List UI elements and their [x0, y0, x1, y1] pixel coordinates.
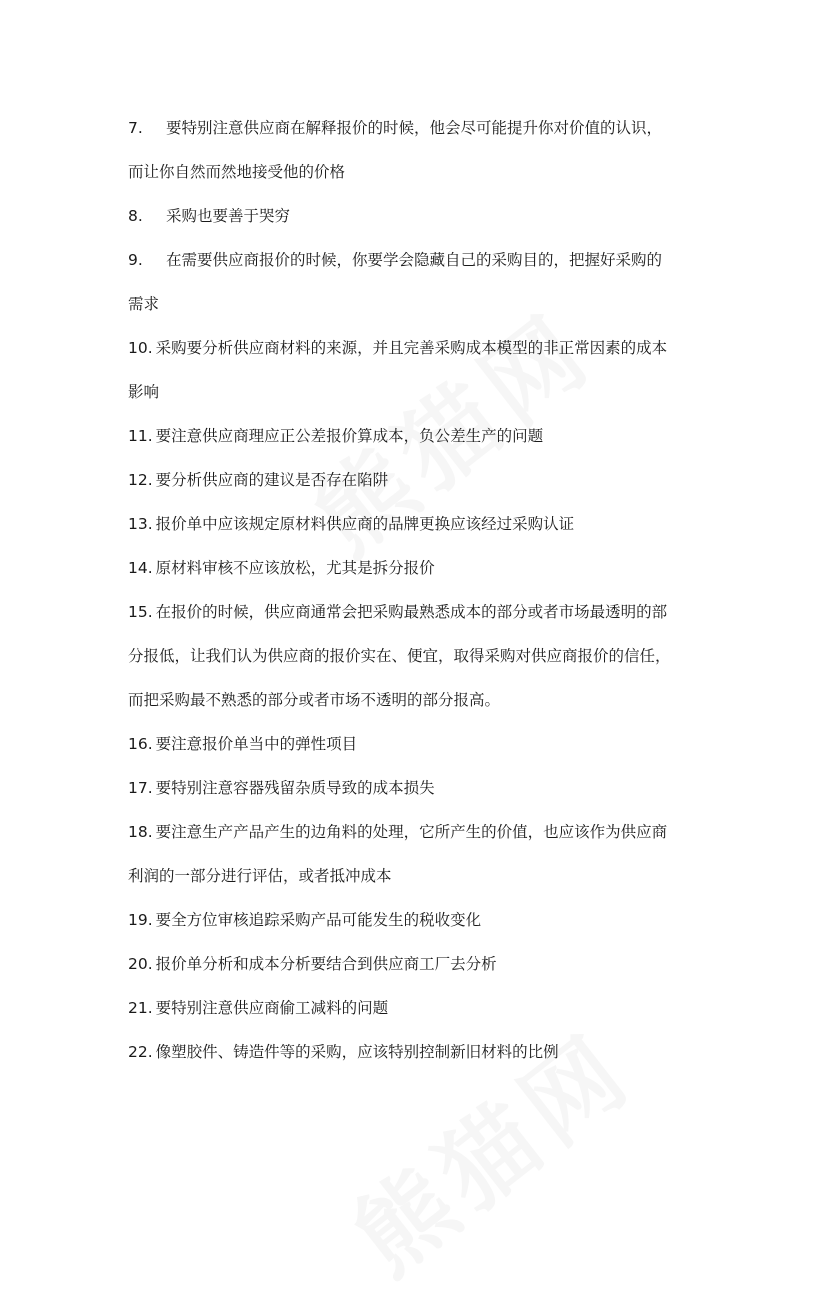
item-number: 22.: [128, 1043, 153, 1061]
procurement-tips-list: [128, 106, 718, 1074]
list-item: [128, 1030, 718, 1074]
list-item: [128, 458, 718, 502]
item-number: 17.: [128, 779, 153, 797]
item-number: 12.: [128, 471, 153, 489]
item-text-continued: 影响: [128, 383, 160, 401]
item-text: 要特别注意容器残留杂质导致的成本损失: [155, 779, 435, 797]
item-text: 原材料审核不应该放松，尤其是拆分报价: [155, 559, 435, 577]
list-item: [128, 502, 718, 546]
list-item: [128, 238, 718, 326]
item-number: 14.: [128, 559, 153, 577]
item-text: 要分析供应商的建议是否存在陷阱: [155, 471, 389, 489]
item-text: 像塑胶件、铸造件等的采购，应该特别控制新旧材料的比例: [155, 1043, 559, 1061]
item-text: 要特别注意供应商偷工减料的问题: [155, 999, 389, 1017]
item-text: 报价单中应该规定原材料供应商的品牌更换应该经过采购认证: [155, 515, 575, 533]
item-text-continued: 需求: [128, 295, 160, 313]
item-text: 要全方位审核追踪采购产品可能发生的税收变化: [155, 911, 482, 929]
item-number: 16.: [128, 735, 153, 753]
item-number: 8.: [128, 207, 143, 225]
list-item: [128, 590, 718, 722]
list-item: [128, 414, 718, 458]
item-text: 采购要分析供应商材料的来源，并且完善采购成本模型的非正常因素的成本: [155, 339, 668, 357]
item-text: 要注意报价单当中的弹性项目: [155, 735, 358, 753]
item-number: 18.: [128, 823, 153, 841]
list-item: [128, 766, 718, 810]
list-item: [128, 106, 718, 194]
item-text-continued: 分报低，让我们认为供应商的报价实在、便宜，取得采购对供应商报价的信任，: [128, 647, 671, 665]
item-number: 19.: [128, 911, 153, 929]
item-text: 要特别注意供应商在解释报价的时候，他会尽可能提升你对价值的认识，: [166, 119, 663, 137]
item-text: 在报价的时候，供应商通常会把采购最熟悉成本的部分或者市场最透明的部: [155, 603, 668, 621]
item-number: 7.: [128, 119, 143, 137]
item-number: 13.: [128, 515, 153, 533]
item-text: 在需要供应商报价的时候，你要学会隐藏自己的采购目的，把握好采购的: [166, 251, 663, 269]
list-item: [128, 942, 718, 986]
item-number: 9.: [128, 251, 143, 269]
item-number: 21.: [128, 999, 153, 1017]
item-text-continued: 而让你自然而然地接受他的价格: [128, 163, 346, 181]
item-text: 要注意供应商理应正公差报价算成本，负公差生产的问题: [155, 427, 544, 445]
list-item: [128, 898, 718, 942]
item-number: 15.: [128, 603, 153, 621]
item-number: 10.: [128, 339, 153, 357]
list-item: [128, 986, 718, 1030]
item-text-continued: 利润的一部分进行评估，或者抵冲成本: [128, 867, 392, 885]
item-text: 报价单分析和成本分析要结合到供应商工厂去分析: [155, 955, 497, 973]
item-number: 20.: [128, 955, 153, 973]
item-text: 采购也要善于哭穷: [166, 207, 291, 225]
list-item: [128, 326, 718, 414]
list-item: [128, 194, 718, 238]
list-item: [128, 810, 718, 898]
item-number: 11.: [128, 427, 153, 445]
item-text: 要注意生产产品产生的边角料的处理，它所产生的价值，也应该作为供应商: [155, 823, 668, 841]
list-item: [128, 546, 718, 590]
list-item: [128, 722, 718, 766]
item-text-continued: 而把采购最不熟悉的部分或者市场不透明的部分报高。: [128, 691, 501, 709]
